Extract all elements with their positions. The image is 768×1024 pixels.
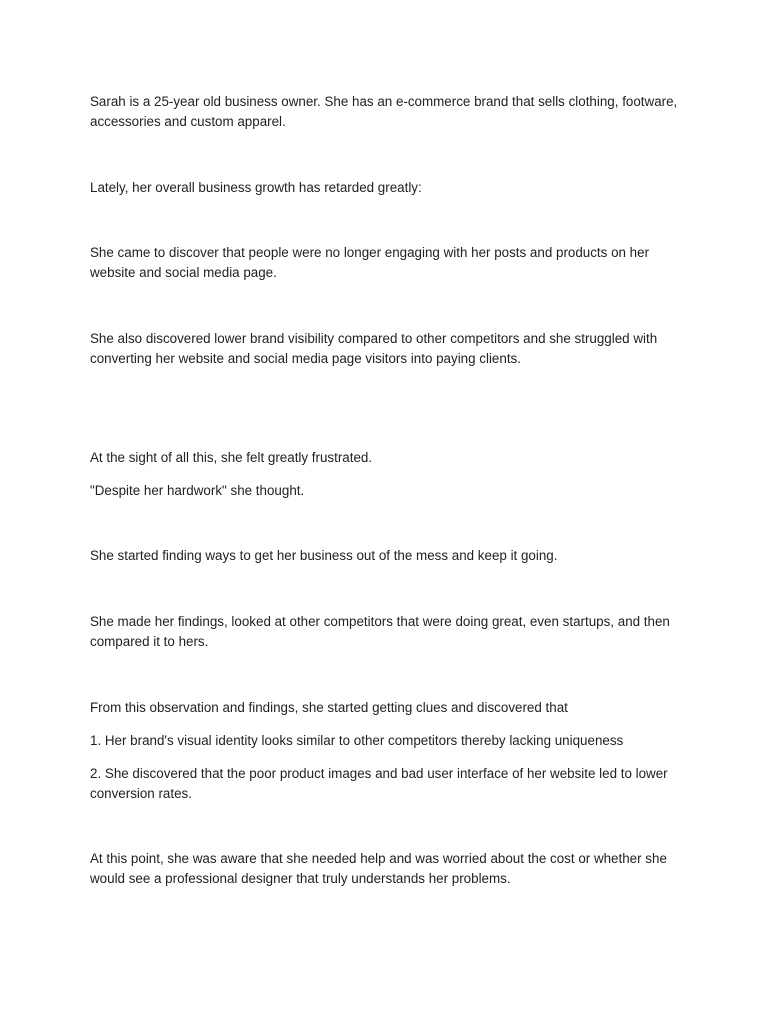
paragraph-hardwork: "Despite her hardwork" she thought. [90,483,305,498]
list-item-1: 1. Her brand's visual identity looks similar to other competitors thereby lacking uniqueness [90,733,624,748]
paragraph-findings: She made her findings, looked at other competitors that were doing great, even startups, and then compared it to hers. [90,614,670,649]
paragraph-observation: From this observation and findings, she started getting clues and discovered that [90,700,568,715]
paragraph-visibility: She also discovered lower brand visibility compared to other competitors and she struggled with converting her website and social media page visitors into paying clients. [90,331,658,366]
paragraph-intro: Sarah is a 25-year old business owner. She has an e-commerce brand that sells clothing, footware, accessories and custom apparel. [90,94,678,129]
paragraph-conclusion: At this point, she was aware that she needed help and was worried about the cost or whether she would see a professional designer that truly understands her problems. [90,851,667,886]
paragraph-growth: Lately, her overall business growth has retarded greatly: [90,180,422,195]
paragraph-finding-ways: She started finding ways to get her business out of the mess and keep it going. [90,548,558,563]
paragraph-engagement: She came to discover that people were no longer engaging with her posts and products on her website and social media page. [90,245,650,280]
paragraph-frustrated: At the sight of all this, she felt greatly frustrated. [90,450,373,465]
list-item-2: 2. She discovered that the poor product images and bad user interface of her website led to lower conversion rates. [90,766,668,801]
